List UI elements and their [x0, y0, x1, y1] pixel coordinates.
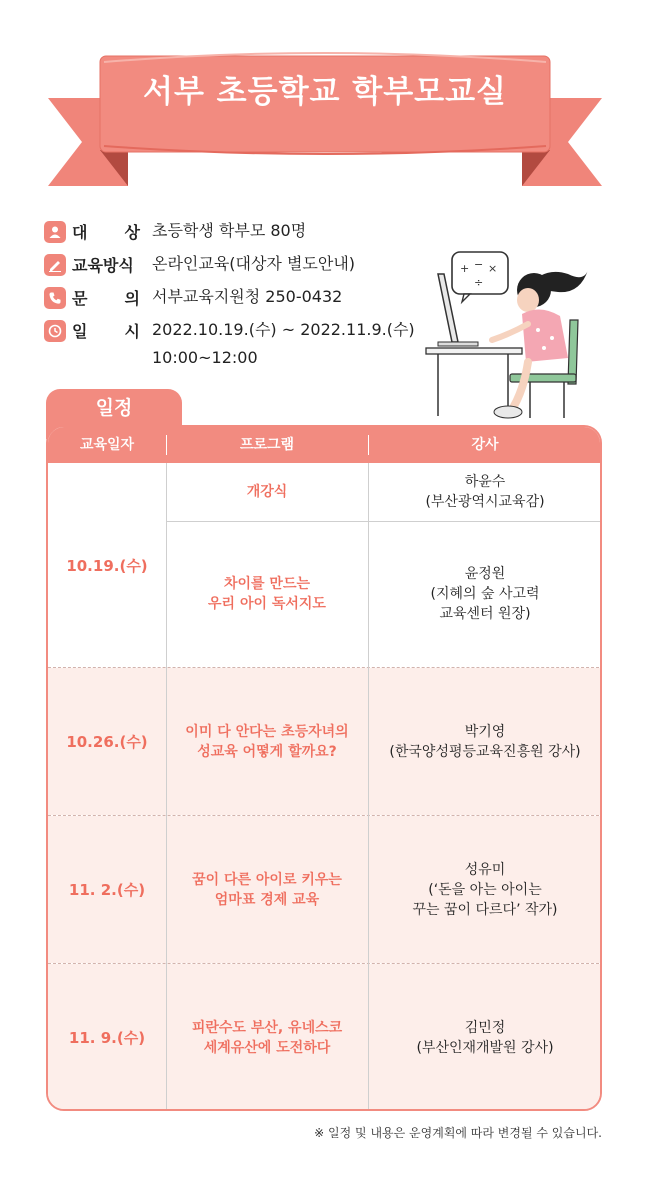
- table-row: [48, 668, 600, 815]
- row-program: 꿈이 다른 아이로 키우는 엄마표 경제 교육: [192, 871, 342, 908]
- info-label: 일 시: [72, 322, 140, 341]
- svg-text:÷: ÷: [474, 276, 484, 289]
- info-row-datetime: [44, 319, 424, 379]
- phone-icon: [44, 287, 66, 309]
- row-program: 개강식: [246, 484, 288, 500]
- footnote: ※ 일정 및 내용은 운영계획에 따라 변경될 수 있습니다.: [314, 1126, 602, 1140]
- table-row: [48, 964, 600, 1111]
- svg-text:−: −: [474, 258, 484, 271]
- row-program: 피란수도 부산, 유네스코 세계유산에 도전하다: [191, 1019, 343, 1056]
- row-instructor: 하윤수 (부산광역시교육감): [425, 474, 545, 510]
- info-row-contact: [44, 286, 424, 319]
- schedule-table: [46, 425, 602, 1111]
- pencil-icon: [44, 254, 66, 276]
- info-label: 교육방식: [72, 256, 134, 275]
- row-date: 11. 9.(수): [68, 1029, 146, 1047]
- header-program: 프로그램: [239, 437, 295, 453]
- info-label: 대 상: [72, 223, 140, 242]
- header-date: 교육일자: [79, 437, 135, 453]
- info-block: [44, 220, 424, 379]
- info-value: 서부교육지원청 250-0432: [152, 287, 343, 306]
- info-value: 온라인교육(대상자 별도안내): [152, 254, 356, 273]
- row-instructor: 성유미 (‘돈을 아는 아이는 꾸는 꿈이 다르다’ 작가): [412, 861, 558, 918]
- row-instructor: 윤정원 (지혜의 숲 사고력 교육센터 원장): [430, 566, 540, 622]
- row-date: 11. 2.(수): [68, 881, 146, 899]
- header-instructor: 강사: [471, 437, 499, 453]
- svg-text:+: +: [460, 262, 470, 275]
- row-date: 10.19.(수): [66, 556, 148, 575]
- svg-text:×: ×: [488, 262, 498, 275]
- table-header: [48, 427, 600, 463]
- info-value: 초등학생 학부모 80명: [152, 221, 307, 240]
- info-row-method: [44, 253, 424, 286]
- row-instructor: 박기영 (한국양성평등교육진흥원 강사): [389, 723, 581, 760]
- info-value: [152, 319, 415, 369]
- title-ribbon: [0, 0, 650, 200]
- info-row-target: [44, 220, 424, 253]
- person-icon: [44, 221, 66, 243]
- row-program: 차이를 만드는 우리 아이 독서지도: [208, 576, 326, 612]
- table-row: [48, 463, 600, 667]
- row-instructor: 김민정 (부산인재개발원 강사): [416, 1019, 554, 1056]
- student-illustration: [418, 238, 588, 428]
- page-title: 서부 초등학교 학부모교실: [143, 74, 507, 110]
- table-row: [48, 816, 600, 963]
- info-label: 문 의: [72, 289, 140, 308]
- schedule-tab: 일정: [46, 389, 182, 439]
- row-program: 이미 다 안다는 초등자녀의 성교육 어떻게 할까요?: [185, 723, 349, 760]
- time-range: 10:00~12:00: [152, 348, 258, 367]
- date-range: 2022.10.19.(수) ~ 2022.11.9.(수): [152, 320, 415, 339]
- clock-icon: [44, 320, 66, 342]
- row-date: 10.26.(수): [66, 733, 148, 751]
